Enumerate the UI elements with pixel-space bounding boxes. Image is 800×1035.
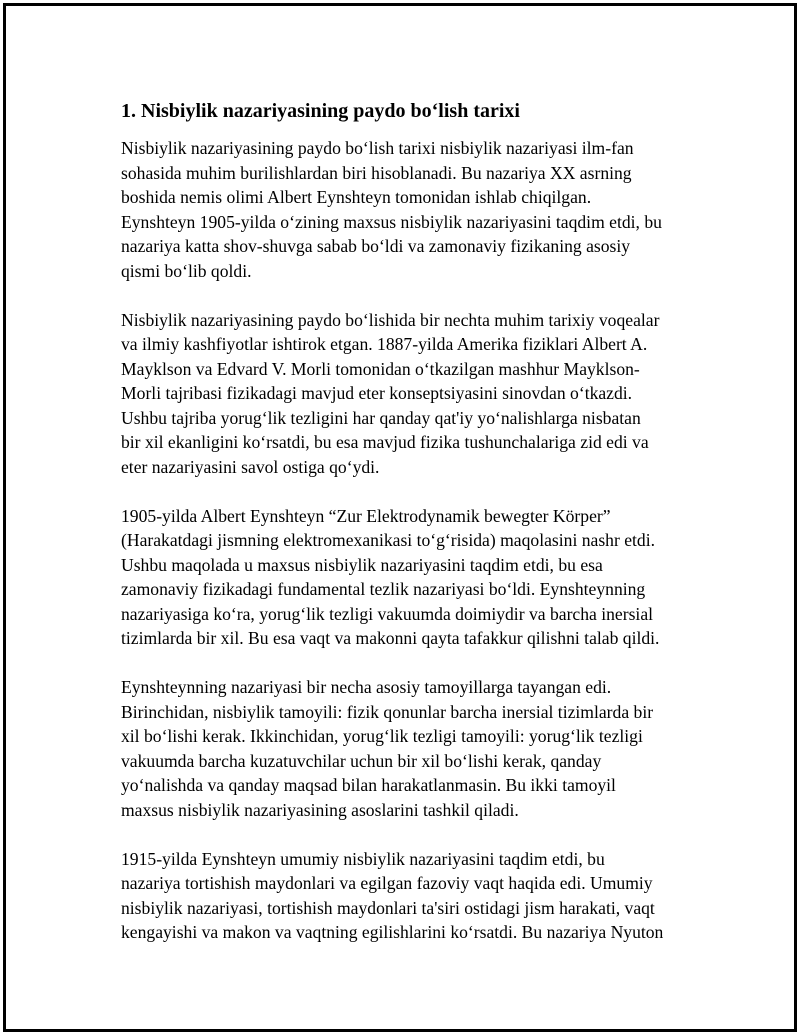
text-line: Nisbiylik nazariyasining paydo bo‘lishida bir nechta muhim tarixiy voqealar [121, 309, 660, 330]
text-line: zamonaviy fizikadagi fundamental tezlik nazariyasi bo‘ldi. Eynshteynning [121, 579, 646, 599]
text-line: eter nazariyasini savol ostiga qo‘ydi. [121, 456, 380, 477]
text-line: Eynshteynning nazariyasi bir necha asosiy tamoyillarga tayangan edi. [121, 677, 612, 697]
text-line: tizimlarda bir xil. Bu esa vaqt va makonni qayta tafakkur qilishni talab qildi. [121, 628, 660, 648]
text-line: 1915-yilda Eynshteyn umumiy nisbiylik nazariyasini taqdim etdi, bu [121, 848, 605, 869]
text-line: yo‘nalishda va qanday maqsad bilan harakatlanmasin. Bu ikki tamoyil [121, 775, 616, 795]
text-line: (Harakatdagi jismning elektromexanikasi to‘g‘risida) maqolasini nashr etdi. [121, 530, 656, 550]
paragraph [121, 504, 701, 651]
text-line: Birinchidan, nisbiylik tamoyili: fizik qonunlar barcha inersial tizimlarda bir [121, 701, 654, 722]
text-line: Mayklson va Edvard V. Morli tomonidan o‘tkazilgan mashhur Mayklson- [121, 358, 640, 379]
text-line: vakuumda barcha kuzatuvchilar uchun bir xil bo‘lishi kerak, qanday [121, 750, 602, 771]
text-line: Eynshteyn 1905-yilda o‘zining maxsus nisbiylik nazariyasini taqdim etdi, bu [121, 211, 662, 232]
text-line: maxsus nisbiylik nazariyasining asoslarini tashkil qiladi. [121, 799, 519, 820]
document-body [121, 98, 701, 969]
text-line: 1905-yilda Albert Eynshteyn “Zur Elektrodynamik bewegter Körper” [121, 505, 611, 526]
text-line: bir xil ekanligini ko‘rsatdi, bu esa mavjud fizika tushunchalariga zid edi va [121, 432, 649, 452]
text-line: Ushbu tajriba yorug‘lik tezligini har qanday qat'iy yo‘nalishlarga nisbatan [121, 407, 641, 428]
text-line: Morli tajribasi fizikadagi mavjud eter konseptsiyasini sinovdan o‘tkazdi. [121, 383, 633, 403]
paragraph [121, 847, 701, 945]
paragraph [121, 308, 701, 480]
text-line: sohasida muhim burilishlardan biri hisoblanadi. Bu nazariya XX asrning [121, 162, 632, 183]
paragraph [121, 136, 701, 283]
text-line: Nisbiylik nazariyasining paydo bo‘lish tarixi nisbiylik nazariyasi ilm-fan [121, 138, 634, 158]
text-line: nisbiylik nazariyasi, tortishish maydonlari ta'siri ostidagi jism harakati, vaqt [121, 897, 655, 918]
text-line: nazariya katta shov-shuvga sabab bo‘ldi va zamonaviy fizikaning asosiy [121, 236, 631, 256]
text-line: xil bo‘lishi kerak. Ikkinchidan, yorug‘lik tezligi tamoyili: yorug‘lik tezligi [121, 726, 643, 746]
text-line: kengayishi va makon va vaqtning egilishlarini ko‘rsatdi. Bu nazariya Nyuton [121, 922, 664, 942]
paragraph [121, 675, 701, 822]
text-line: Ushbu maqolada u maxsus nisbiylik nazariyasini taqdim etdi, bu esa [121, 554, 603, 575]
text-line: boshida nemis olimi Albert Eynshteyn tomonidan ishlab chiqilgan. [121, 187, 592, 207]
page-frame [3, 3, 797, 1032]
text-line: qismi bo‘lib qoldi. [121, 260, 252, 281]
section-heading: 1. Nisbiylik nazariyasining paydo bo‘lish tarixi [121, 100, 520, 122]
text-line: nazariya tortishish maydonlari va egilgan fazoviy vaqt haqida edi. Umumiy [121, 873, 653, 893]
text-line: va ilmiy kashfiyotlar ishtirok etgan. 1887-yilda Amerika fiziklari Albert A. [121, 334, 648, 354]
text-line: nazariyasiga ko‘ra, yorug‘lik tezligi vakuumda doimiydir va barcha inersial [121, 603, 654, 624]
